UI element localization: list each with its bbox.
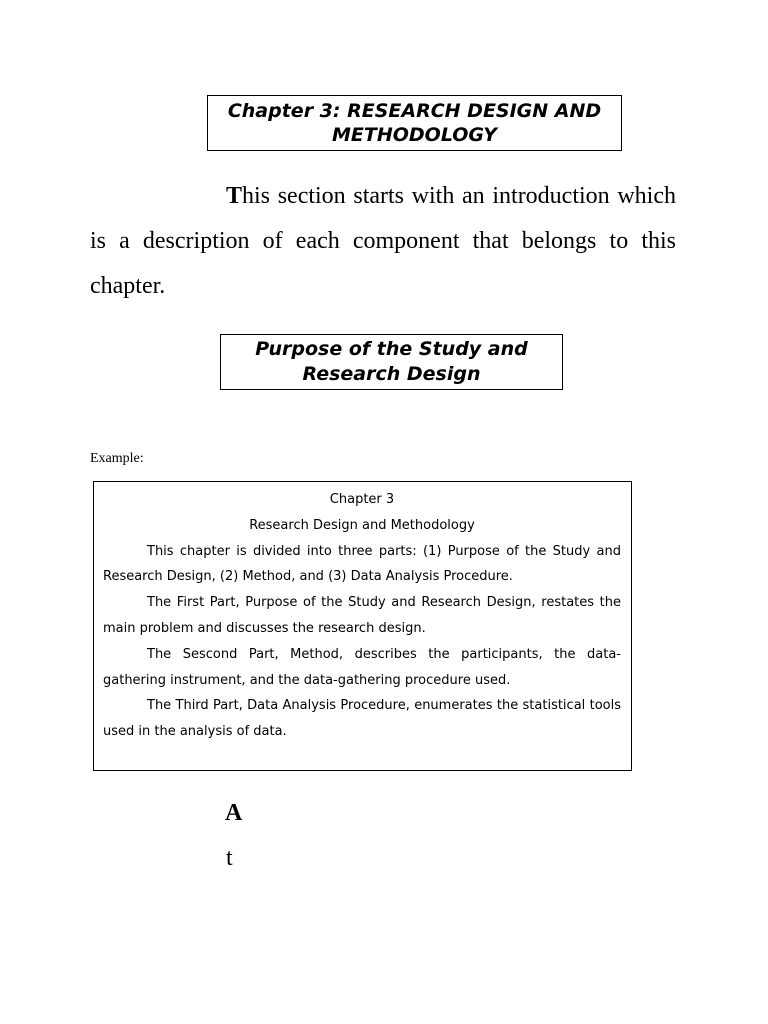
example-paragraph: The First Part, Purpose of the Study and Research Design, restates the main problem and discusses the research design. (103, 595, 621, 636)
example-paragraph: The Sescond Part, Method, describes the participants, the data-gathering instrument, and the data-gathering procedure used. (103, 646, 621, 688)
intro-text: his section starts with an introduction which is a description of each component that belongs to this chapter. (90, 183, 676, 299)
chapter-title-box (207, 95, 622, 151)
section-heading-line2: Research Design (302, 363, 481, 385)
intro-dropcap: T (226, 183, 243, 209)
intro-paragraph (90, 174, 676, 309)
chapter-title-line2: METHODOLOGY (332, 124, 497, 146)
bottom-letter-a: A (225, 800, 243, 826)
bottom-letter-t: t (226, 845, 233, 871)
example-chapter-number: Chapter 3 (329, 492, 395, 507)
example-paragraph: This chapter is divided into three parts: (1) Purpose of the Study and Research Design, (2) Method, and (3) Data Analysis Procedure. (103, 543, 621, 585)
section-heading-line1: Purpose of the Study and (255, 338, 528, 360)
example-box (93, 481, 632, 771)
example-label: Example: (90, 451, 144, 466)
section-heading-box (220, 334, 563, 390)
example-paragraph: The Third Part, Data Analysis Procedure, enumerates the statistical tools used in the analysis of data. (103, 698, 621, 740)
example-chapter-title: Research Design and Methodology (249, 517, 475, 533)
chapter-title-line1: Chapter 3: RESEARCH DESIGN AND (227, 100, 602, 122)
